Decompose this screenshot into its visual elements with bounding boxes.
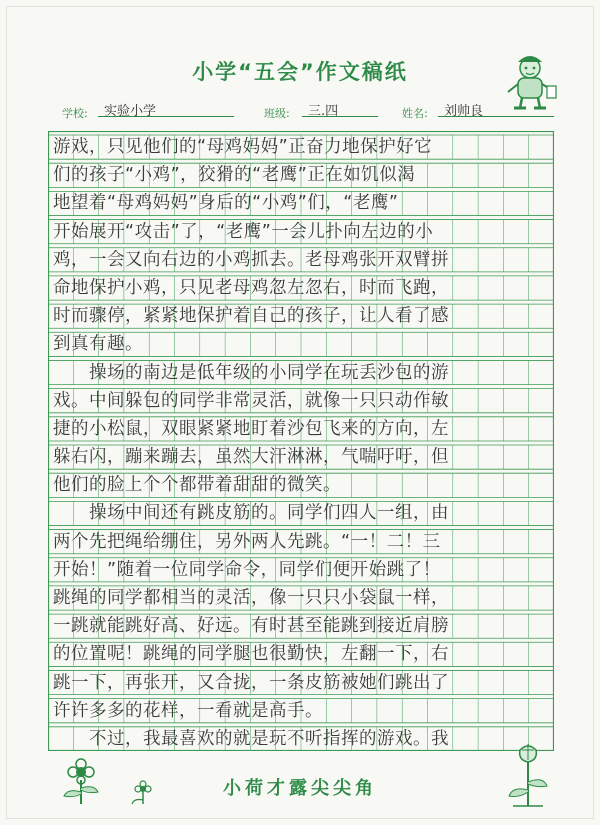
- writing-grid: [48, 131, 554, 751]
- essay-line: 两个先把绳给绷住，另外两人先跳。“一！二！三: [53, 531, 441, 552]
- essay-line: 开始！”随着一位同学命令，同学们便开始跳了！: [53, 559, 441, 580]
- essay-line: 地望着“母鸡妈妈”身后的“小鸡”们，“老鹰”: [53, 193, 399, 214]
- essay-line: 操场中间还有跳皮筋的。同学们四人一组，由: [53, 503, 449, 524]
- sheet-title: 小学“五会”作文稿纸: [192, 60, 408, 84]
- essay-line: 游戏，只见他们的“母鸡妈妈”正奋力地保护好它: [53, 137, 433, 158]
- name-value: 刘帅良: [438, 100, 554, 117]
- essay-line: 们的孩子“小鸡”，狡猾的“老鹰”正在如饥似渴: [53, 165, 416, 186]
- essay-line: 时而骤停，紧紧地保护着自己的孩子，让人看了感: [53, 306, 449, 327]
- class-label: 班级:: [264, 107, 290, 120]
- essay-line: 捷的小松鼠，双眼紧紧地盯着沙包飞来的方向，左: [53, 418, 449, 439]
- essay-line: 的位置呢！跳绳的同学腿也很勤快，左翻一下，右: [53, 644, 449, 665]
- essay-line: 不过，我最喜欢的就是玩不听指挥的游戏。我: [53, 728, 449, 749]
- essay-line: 命地保护小鸡，只见老母鸡忽左忽右，时而飞跑，: [53, 278, 449, 298]
- essay-line: 鸡，一会又向右边的小鸡抓去。老母鸡张开双臂拼: [53, 249, 449, 270]
- essay-line: 跳绳的同学都相当的灵活，像一只只小袋鼠一样，: [53, 588, 449, 608]
- essay-line: 躲右闪，蹦来蹦去，虽然大汗淋淋，气喘吁吁，但: [53, 447, 449, 468]
- essay-line: 一跳就能跳好高、好远。有时甚至能跳到接近肩膀: [53, 616, 449, 637]
- class-value: 三.四: [302, 100, 378, 117]
- school-label: 学校:: [62, 107, 88, 120]
- essay-line: 他们的脸上个个都带着甜甜的微笑。: [53, 475, 341, 496]
- essay-line: 操场的南边是低年级的小同学在玩丢沙包的游: [53, 362, 449, 383]
- essay-line: 许许多多的花样，一看就是高手。: [53, 700, 323, 721]
- sheet-footer-slogan: 小荷才露尖尖角: [223, 778, 377, 799]
- name-label: 姓名:: [402, 107, 428, 120]
- header-info-row: [62, 101, 552, 121]
- essay-line: 到真有趣。: [53, 334, 143, 355]
- essay-line: 开始展开“攻击”了，“老鹰”一会儿扑向左边的小: [53, 221, 434, 242]
- essay-body: [48, 131, 554, 751]
- essay-line: 戏。中间躲包的同学非常灵活，就像一只只动作敏: [53, 390, 449, 411]
- school-value: 实验小学: [98, 100, 234, 117]
- essay-line: 跳一下，再张开，又合拢，一条皮筋被她们跳出了: [53, 672, 449, 693]
